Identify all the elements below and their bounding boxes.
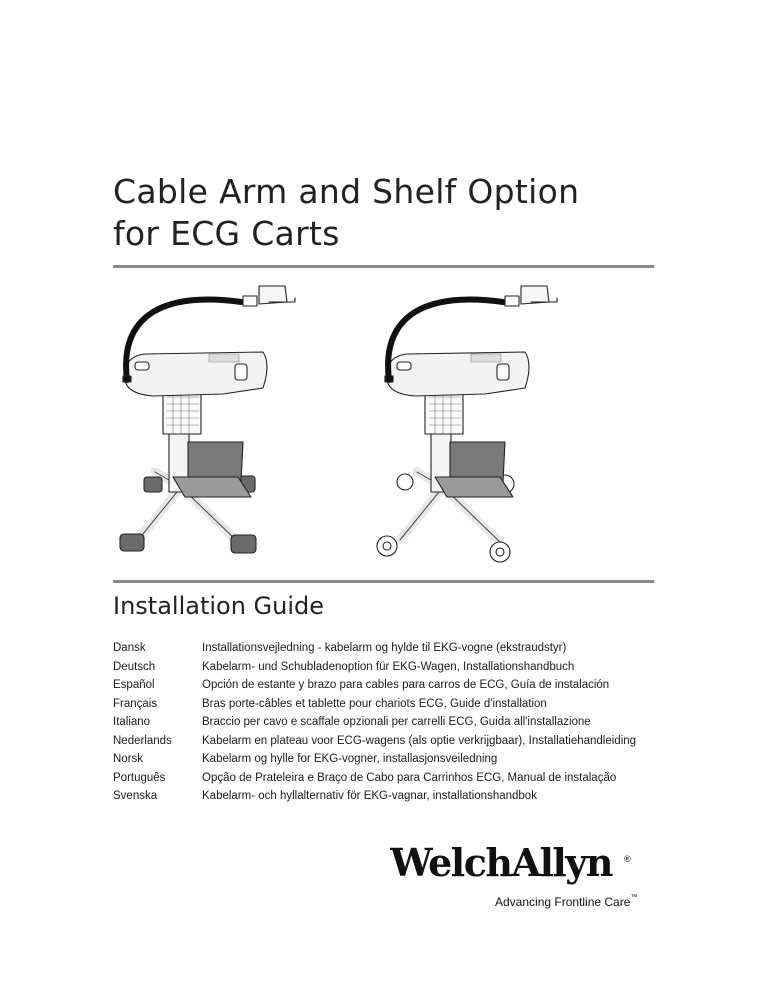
- language-title: Kabelarm- und Schubladenoption für EKG-Wagen, Installationshandbuch: [202, 660, 575, 673]
- registered-mark: ®: [624, 854, 631, 864]
- language-name: Português: [113, 771, 166, 784]
- language-name: Français: [113, 697, 158, 710]
- brand-tagline: [495, 895, 637, 909]
- language-name: Italiano: [113, 716, 151, 728]
- language-row-espanol: [113, 676, 673, 695]
- left-cart-shelf: [188, 442, 243, 482]
- language-row-svenska: [113, 787, 673, 806]
- bottom-divider: [113, 580, 654, 583]
- title-line-2: for ECG Carts: [113, 214, 340, 253]
- left-caster-3: [144, 477, 162, 492]
- language-title: Kabelarm og hylle for EKG-vogner, installasjonsveiledning: [202, 753, 498, 765]
- language-row-portugues: [113, 769, 673, 788]
- language-name: Svenska: [113, 790, 158, 802]
- language-row-francais: [113, 695, 673, 714]
- language-name: Norsk: [113, 753, 144, 765]
- language-name: Dansk: [113, 642, 146, 654]
- language-name: Nederlands: [113, 734, 172, 747]
- language-title: Opción de estante y brazo para cables para carros de ECG, Guía de instalación: [202, 679, 610, 691]
- cart-illustrations: [113, 272, 654, 577]
- language-title: Kabelarm en plateau voor ECG-wagens (als optie verkrijgbaar), Installatiehandleiding: [202, 734, 637, 747]
- welch-allyn-logo: [390, 836, 640, 886]
- left-cart-basket: [163, 392, 201, 434]
- language-title: Opção de Prateleira e Braço de Cabo para Carrinhos ECG, Manual de instalação: [202, 771, 617, 784]
- language-row-norsk: [113, 750, 673, 769]
- left-cable-clip: [243, 286, 295, 306]
- language-row-nederlands: [113, 732, 673, 751]
- top-divider: [113, 265, 654, 268]
- left-caster-1: [120, 534, 144, 551]
- cart-illustration-right: [377, 286, 557, 562]
- language-title: Kabelarm- och hyllalternativ för EKG-vagnar, installationshandbok: [202, 790, 537, 802]
- cart-illustration-left: [120, 286, 295, 553]
- logo-wordmark: WelchAllyn: [390, 840, 613, 885]
- language-title: Bras porte-câbles et tablette pour chariots ECG, Guide d'installation: [202, 697, 547, 710]
- language-name: Español: [113, 679, 155, 691]
- language-name: Deutsch: [113, 660, 156, 673]
- trademark-mark: ™: [630, 894, 638, 901]
- language-row-deutsch: [113, 658, 673, 677]
- right-cable-clip: [505, 286, 557, 306]
- language-row-dansk: [113, 639, 673, 658]
- document-title: [113, 171, 673, 255]
- language-title: Braccio per cavo e scaffale opzionali per carrelli ECG, Guida all'installazione: [202, 716, 591, 728]
- right-cart-shelf: [450, 442, 505, 482]
- right-caster-3: [397, 474, 413, 490]
- language-title: Installationsvejledning - kabelarm og hylde til EKG-vogne (ekstraudstyr): [202, 642, 567, 654]
- left-caster-2: [231, 535, 256, 553]
- title-line-1: Cable Arm and Shelf Option: [113, 172, 580, 211]
- guide-subtitle: Installation Guide: [113, 592, 325, 620]
- tagline-text: Advancing Frontline Care: [495, 895, 631, 909]
- language-row-italiano: [113, 713, 673, 732]
- language-list: [113, 639, 673, 806]
- right-cart-basket: [425, 392, 463, 434]
